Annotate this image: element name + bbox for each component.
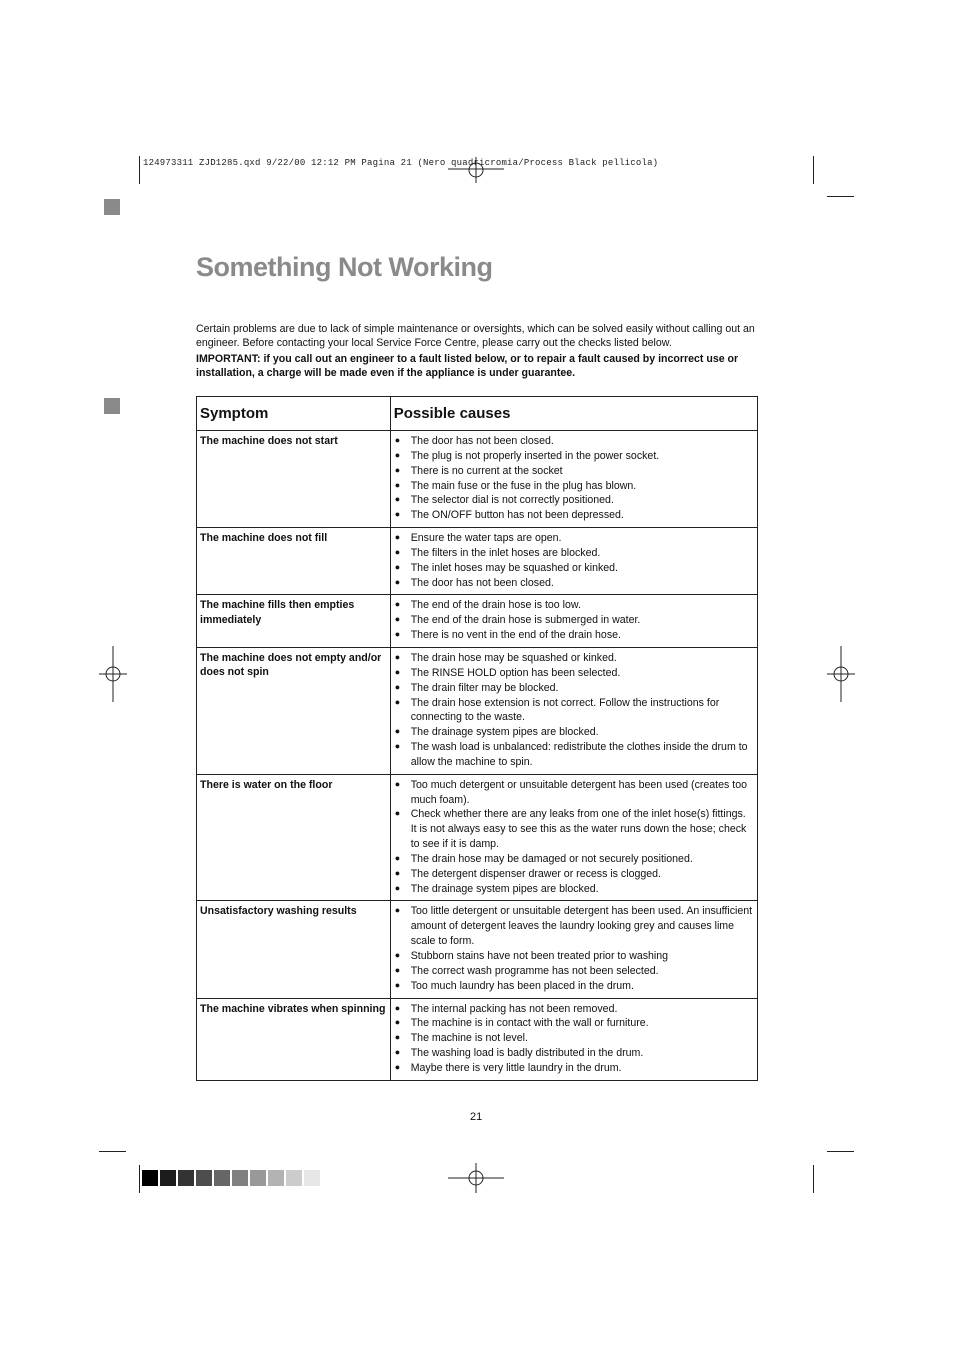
cause-item: ● Too much detergent or unsuitable detergent has been used (creates too much foam). — [395, 778, 753, 808]
cause-item: ● The detergent dispenser drawer or recess is clogged. — [395, 867, 753, 882]
cause-item: ● Maybe there is very little laundry in the drum. — [395, 1061, 753, 1076]
crop-mark — [99, 1151, 126, 1152]
cause-item: ● The inlet hoses may be squashed or kinked. — [395, 561, 753, 576]
color-swatch — [178, 1170, 194, 1186]
crop-mark — [139, 1165, 140, 1193]
color-swatch — [286, 1170, 302, 1186]
registration-mark-left — [98, 646, 128, 702]
print-slug: 124973311 ZJD1285.qxd 9/22/00 12:12 PM Pagina 21 (Nero quadricromia/Process Black pellicola) — [143, 158, 659, 168]
causes-cell — [390, 774, 757, 901]
causes-cell — [390, 595, 757, 648]
color-swatch — [196, 1170, 212, 1186]
crop-mark — [813, 156, 814, 184]
table-row — [197, 647, 758, 774]
table-row — [197, 431, 758, 528]
cause-item: ● There is no vent in the end of the drain hose. — [395, 628, 753, 643]
causes-cell — [390, 901, 757, 998]
causes-column-header: Possible causes — [390, 397, 757, 431]
causes-cell — [390, 528, 757, 595]
symptom-cell: The machine does not start — [197, 431, 391, 528]
color-swatch — [304, 1170, 320, 1186]
table-row — [197, 998, 758, 1080]
cause-item: ● The drain hose may be damaged or not securely positioned. — [395, 852, 753, 867]
color-swatch — [250, 1170, 266, 1186]
table-row — [197, 528, 758, 595]
crop-mark — [827, 196, 854, 197]
intro-block — [196, 322, 762, 380]
symptom-cell: The machine fills then empties immediately — [197, 595, 391, 648]
cause-item: ● Check whether there are any leaks from one of the inlet hose(s) fittings. It is not always easy to see this as the water runs down the hose; check to see if it is damp. — [395, 807, 753, 852]
registration-mark-top — [446, 157, 506, 185]
cause-item: ● The plug is not properly inserted in the power socket. — [395, 449, 753, 464]
causes-list — [395, 651, 753, 770]
symptom-cell: There is water on the floor — [197, 774, 391, 901]
important-notice: IMPORTANT: if you call out an engineer to a fault listed below, or to repair a fault caused by incorrect use or installation, a charge will be made even if the appliance is under guarantee. — [196, 352, 739, 379]
causes-list — [395, 434, 753, 523]
cause-item: ● Too little detergent or unsuitable detergent has been used. An insufficient amount of detergent leaves the laundry looking grey and causes lime scale to form. — [395, 904, 753, 949]
cause-item: ● The internal packing has not been removed. — [395, 1002, 753, 1017]
cause-item: ● Ensure the water taps are open. — [395, 531, 753, 546]
table-row — [197, 774, 758, 901]
cause-item: ● The main fuse or the fuse in the plug has blown. — [395, 479, 753, 494]
causes-cell — [390, 998, 757, 1080]
symptom-cell: The machine does not empty and/or does not spin — [197, 647, 391, 774]
intro-text: Certain problems are due to lack of simple maintenance or oversights, which can be solved easily without calling out an engineer. Before contacting your local Service Force Centre, please carry out the checks listed below. — [196, 323, 755, 350]
cause-item: ● The drainage system pipes are blocked. — [395, 725, 753, 740]
cause-item: ● The drainage system pipes are blocked. — [395, 882, 753, 897]
symptom-cell: Unsatisfactory washing results — [197, 901, 391, 998]
causes-list — [395, 598, 753, 643]
crop-mark — [813, 1165, 814, 1193]
causes-list — [395, 1002, 753, 1076]
crop-mark — [139, 156, 140, 184]
cause-item: ● The drain hose extension is not correct. Follow the instructions for connecting to the waste. — [395, 696, 753, 726]
cause-item: ● The ON/OFF button has not been depressed. — [395, 508, 753, 523]
cause-item: ● The door has not been closed. — [395, 434, 753, 449]
color-swatch — [232, 1170, 248, 1186]
cause-item: ● The RINSE HOLD option has been selected. — [395, 666, 753, 681]
causes-list — [395, 531, 753, 590]
causes-list — [395, 904, 753, 993]
cause-item: ● The end of the drain hose is submerged in water. — [395, 613, 753, 628]
causes-cell — [390, 647, 757, 774]
color-swatch — [214, 1170, 230, 1186]
cause-item: ● Too much laundry has been placed in the drum. — [395, 979, 753, 994]
cause-item: ● The machine is in contact with the wall or furniture. — [395, 1016, 753, 1031]
symptom-cell: The machine does not fill — [197, 528, 391, 595]
page-title: Something Not Working — [196, 252, 493, 282]
cause-item: ● The correct wash programme has not been selected. — [395, 964, 753, 979]
symptom-cell: The machine vibrates when spinning — [197, 998, 391, 1080]
cause-item: ● The door has not been closed. — [395, 576, 753, 591]
table-header-row — [197, 397, 758, 431]
cause-item: ● The drain filter may be blocked. — [395, 681, 753, 696]
registration-mark-bottom — [446, 1163, 506, 1193]
cause-item: ● The drain hose may be squashed or kinked. — [395, 651, 753, 666]
cause-item: ● The wash load is unbalanced: redistribute the clothes inside the drum to allow the machine to spin. — [395, 740, 753, 770]
registration-mark-right — [826, 646, 856, 702]
color-swatch — [268, 1170, 284, 1186]
causes-list — [395, 778, 753, 897]
color-swatch — [160, 1170, 176, 1186]
cause-item: ● The machine is not level. — [395, 1031, 753, 1046]
cause-item: ● There is no current at the socket — [395, 464, 753, 479]
side-marker-middle — [104, 398, 120, 414]
page-number: 21 — [470, 1111, 483, 1123]
fault-table — [196, 396, 758, 1081]
cause-item: ● The end of the drain hose is too low. — [395, 598, 753, 613]
cause-item: ● The washing load is badly distributed in the drum. — [395, 1046, 753, 1061]
side-marker-top — [104, 199, 120, 215]
crop-mark — [827, 1151, 854, 1152]
color-swatch — [142, 1170, 158, 1186]
causes-cell — [390, 431, 757, 528]
table-row — [197, 595, 758, 648]
table-row — [197, 901, 758, 998]
cause-item: ● The filters in the inlet hoses are blocked. — [395, 546, 753, 561]
cause-item: ● Stubborn stains have not been treated prior to washing — [395, 949, 753, 964]
symptom-column-header: Symptom — [197, 397, 391, 431]
cause-item: ● The selector dial is not correctly positioned. — [395, 493, 753, 508]
